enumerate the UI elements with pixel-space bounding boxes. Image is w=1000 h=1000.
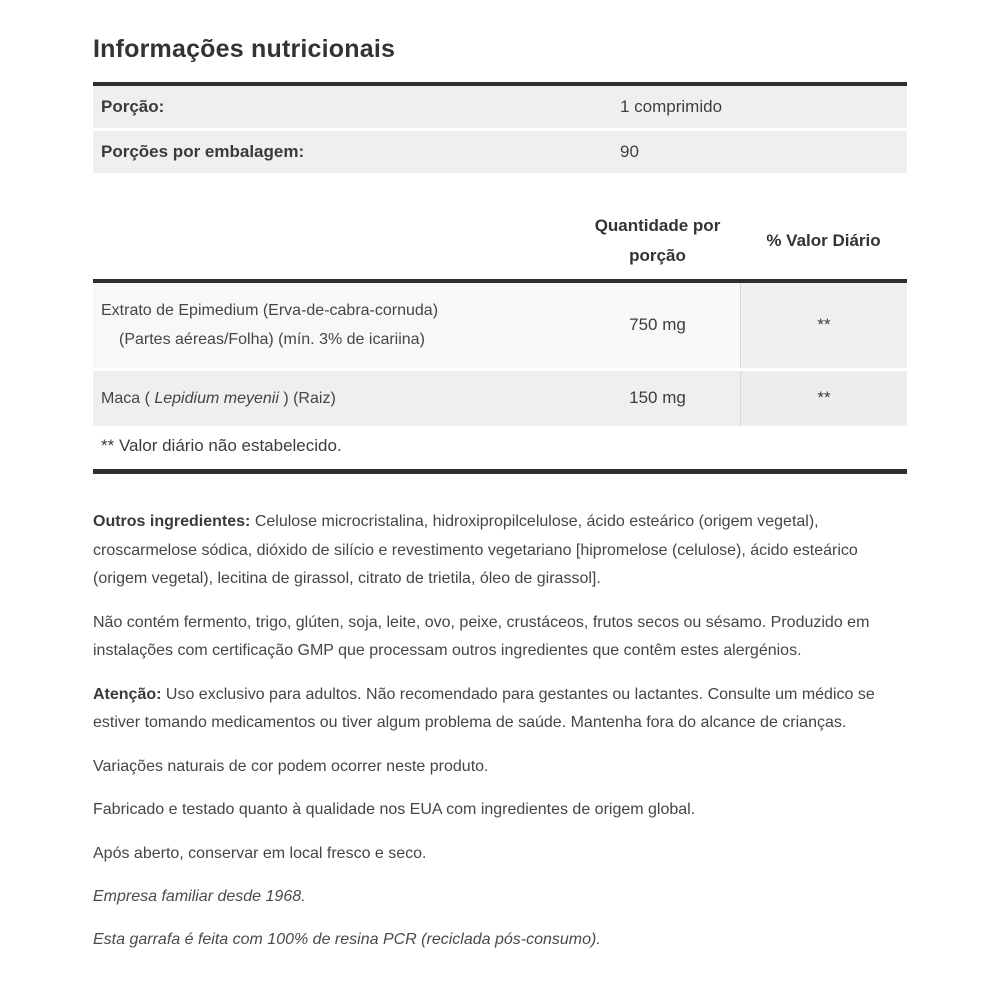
family-company-note: Empresa familiar desde 1968. bbox=[93, 887, 306, 905]
color-variation-note: Variações naturais de cor podem ocorrer neste produto. bbox=[93, 757, 489, 775]
other-ingredients-paragraph: Outros ingredientes: Celulose microcristalina, hidroxipropilcelulose, ácido esteárico (origem vegetal), croscarmelose sódica, dióxido de silício e revestimento vegetariano [hipromelose (celulose), ácido esteárico (origem vegetal), lecitina de girassol, citrato de trietila, óleo de girassol]. bbox=[93, 513, 858, 588]
ingredient-amount: 750 mg bbox=[575, 283, 740, 368]
serving-size-value: 1 comprimido bbox=[620, 97, 723, 116]
serving-size-label: Porção: bbox=[101, 97, 165, 116]
other-ingredients-label: Outros ingredientes: bbox=[93, 513, 251, 531]
ingredient-amount: 150 mg bbox=[575, 371, 740, 427]
latin-name: Lepidium meyenii bbox=[154, 389, 279, 407]
table-row-epimedium bbox=[93, 283, 907, 368]
warning-paragraph: Atenção: Uso exclusivo para adultos. Não recomendado para gestantes ou lactantes. Consulte um médico se estiver tomando medicamentos ou tiver algum problema de saúde. Mantenha fora do alcance de crianças. bbox=[93, 685, 875, 732]
table-bottom-divider bbox=[93, 469, 907, 474]
warning-label: Atenção: bbox=[93, 685, 162, 703]
ingredient-name: Extrato de Epimedium (Erva-de-cabra-cornuda) (Partes aéreas/Folha) (mín. 3% de icariina) bbox=[93, 283, 575, 368]
table-row-maca bbox=[93, 368, 907, 427]
allergen-paragraph: Não contém fermento, trigo, glúten, soja, leite, ovo, peixe, crustáceos, frutos secos ou sésamo. Produzido em instalações com certificação GMP que processam outros ingredientes que contêm estes alergénios. bbox=[93, 613, 870, 660]
storage-note: Após aberto, conservar em local fresco e seco. bbox=[93, 844, 427, 862]
daily-value-header: % Valor Diário bbox=[766, 230, 881, 250]
ingredient-daily-value: ** bbox=[740, 371, 907, 427]
pcr-bottle-note: Esta garrafa é feita com 100% de resina PCR (reciclada pós-consumo). bbox=[93, 931, 601, 949]
ingredient-name: Maca ( Lepidium meyenii ) (Raiz) bbox=[93, 371, 575, 427]
servings-per-container-label: Porções por embalagem: bbox=[101, 142, 305, 161]
ingredient-daily-value: ** bbox=[740, 283, 907, 368]
daily-value-footnote: ** Valor diário não estabelecido. bbox=[101, 436, 342, 456]
facts-table-header bbox=[93, 211, 907, 279]
servings-per-container-value: 90 bbox=[620, 142, 639, 161]
quality-note: Fabricado e testado quanto à qualidade nos EUA com ingredientes de origem global. bbox=[93, 801, 696, 819]
serving-size-row bbox=[93, 86, 907, 128]
servings-per-container-row bbox=[93, 128, 907, 173]
amount-per-serving-header: Quantidade por porção bbox=[594, 216, 721, 265]
page-title: Informações nutricionais bbox=[93, 35, 396, 63]
